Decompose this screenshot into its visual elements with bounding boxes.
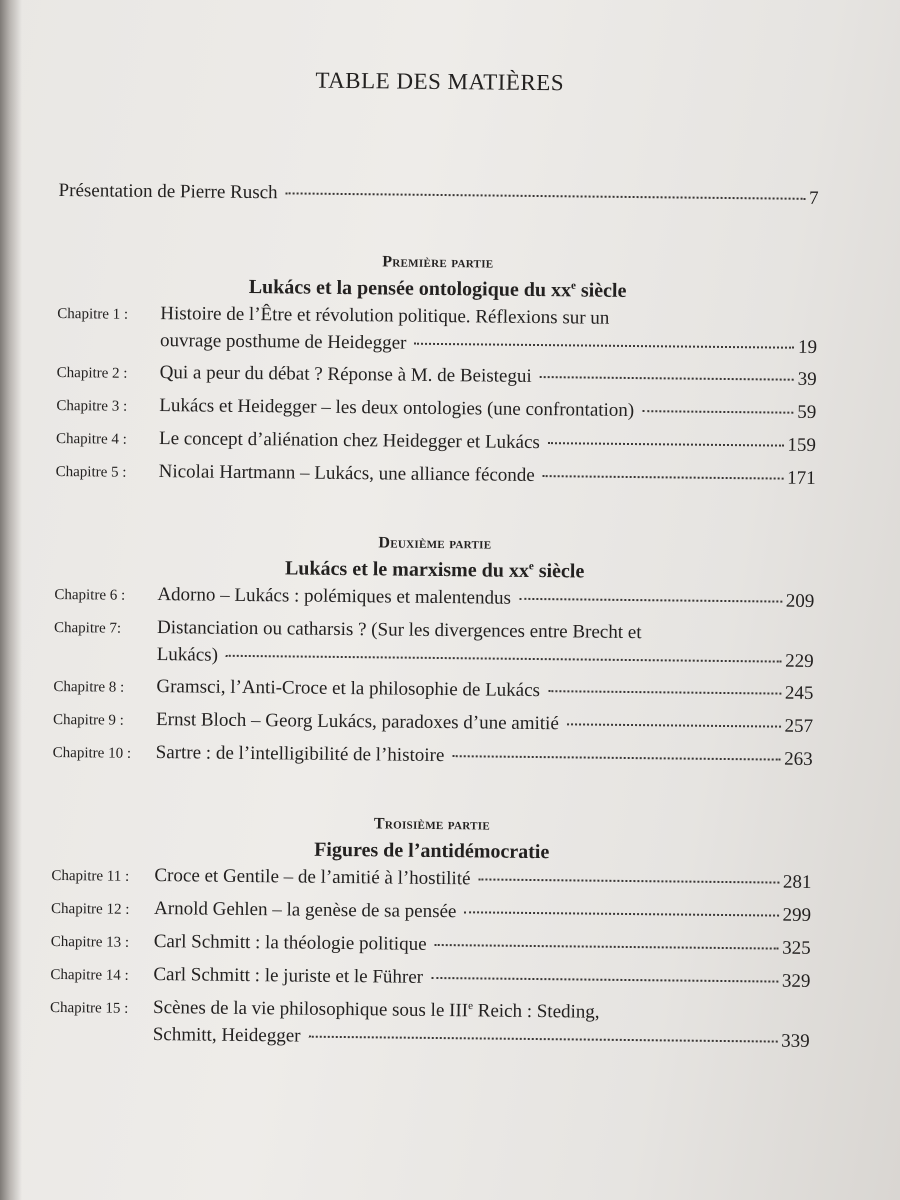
dot-leader bbox=[540, 376, 794, 381]
chapter-title: Gramsci, l’Anti-Croce et la philosophie de Lukács bbox=[156, 676, 541, 702]
chapter-page: 171 bbox=[787, 467, 816, 489]
toc-entry bbox=[51, 895, 811, 930]
chapter-label: Chapitre 15 : bbox=[49, 999, 129, 1017]
chapter-page: 329 bbox=[781, 970, 811, 992]
dot-leader bbox=[435, 944, 779, 950]
dot-leader bbox=[478, 878, 778, 883]
chapter-label: Chapitre 7: bbox=[53, 619, 122, 637]
chapter-label: Chapitre 6 : bbox=[54, 586, 126, 604]
toc-entry bbox=[57, 359, 817, 394]
toc-entry bbox=[50, 994, 811, 1055]
chapter-page: 281 bbox=[782, 871, 812, 893]
chapter-label: Chapitre 5 : bbox=[55, 463, 127, 481]
chapter-page: 245 bbox=[784, 682, 814, 704]
toc-entry bbox=[57, 300, 818, 361]
chapter-label: Chapitre 8 : bbox=[53, 678, 125, 696]
chapter-label: Chapitre 14 : bbox=[50, 966, 129, 984]
toc-entry bbox=[53, 706, 813, 741]
toc-entry bbox=[56, 392, 816, 427]
presentation-title: Présentation de Pierre Rusch bbox=[58, 179, 278, 204]
toc-line bbox=[57, 359, 817, 394]
chapter-title: Histoire de l’Être et révolution politique. Réflexions sur un bbox=[160, 303, 610, 329]
chapter-page: 209 bbox=[785, 590, 815, 612]
dot-leader bbox=[286, 192, 806, 199]
dot-leader bbox=[543, 475, 783, 480]
part-title: Figures de l’antidémocratie bbox=[314, 838, 550, 864]
dot-leader bbox=[548, 442, 784, 446]
part-label: Deuxième partie bbox=[378, 534, 492, 553]
chapter-page: 299 bbox=[782, 904, 812, 926]
dot-leader bbox=[519, 598, 782, 603]
chapter-title: Le concept d’aliénation chez Heidegger et Lukács bbox=[158, 428, 540, 454]
toc-line bbox=[56, 392, 816, 427]
table-of-contents bbox=[50, 58, 820, 1061]
part-label: Première partie bbox=[382, 253, 494, 272]
dot-leader bbox=[309, 1036, 778, 1043]
chapter-label: Chapitre 10 : bbox=[52, 744, 132, 762]
toc-entry bbox=[51, 928, 811, 963]
dot-leader bbox=[452, 755, 780, 760]
chapter-title: Carl Schmitt : le juriste et le Führer bbox=[153, 964, 424, 988]
toc-line bbox=[53, 706, 813, 741]
part-title: Lukács et le marxisme du $xx^e$ siècle bbox=[284, 557, 585, 583]
toc-line bbox=[56, 458, 816, 493]
chapter-page: 325 bbox=[782, 937, 811, 959]
chapter-title: Lukács et Heidegger – les deux ontologies (une confrontation) bbox=[159, 395, 635, 422]
chapter-title: Ernst Bloch – Georg Lukács, paradoxes d’une amitié bbox=[155, 709, 559, 735]
toc-entry bbox=[56, 425, 816, 460]
dot-leader bbox=[226, 655, 781, 663]
dot-leader bbox=[642, 410, 793, 414]
toc-line bbox=[51, 928, 811, 963]
chapter-title: Croce et Gentile – de l’amitié à l’hostilité bbox=[154, 865, 471, 890]
chapter-title: Schmitt, Heidegger bbox=[152, 1024, 301, 1047]
chapter-page: 257 bbox=[784, 715, 814, 737]
chapter-label: Chapitre 3 : bbox=[56, 397, 128, 415]
dot-leader bbox=[414, 343, 794, 349]
dot-leader bbox=[548, 690, 781, 694]
chapter-title: Qui a peur du débat ? Réponse à M. de Beistegui bbox=[159, 362, 532, 387]
toc-line bbox=[53, 739, 813, 774]
dot-leader bbox=[464, 911, 778, 916]
chapter-label: Chapitre 2 : bbox=[56, 364, 128, 382]
toc-line bbox=[50, 961, 810, 996]
chapter-page: 229 bbox=[785, 650, 814, 672]
toc-entry bbox=[53, 739, 813, 774]
chapter-label: Chapitre 12 : bbox=[51, 900, 130, 918]
part-title: Lukács et la pensée ontologique du $xx^e$ siècle bbox=[248, 275, 627, 302]
toc-title: TABLE DES MATIÈRES bbox=[315, 67, 565, 96]
toc-line bbox=[51, 895, 811, 930]
chapter-page: 339 bbox=[781, 1030, 810, 1052]
chapter-page: 159 bbox=[787, 434, 817, 456]
chapter-title: Scènes de la vie philosophique sous le IIIe Reich : Steding, bbox=[152, 997, 600, 1023]
chapter-title: Carl Schmitt : la théologie politique bbox=[153, 931, 427, 955]
chapter-label: Chapitre 9 : bbox=[52, 711, 124, 729]
dot-leader bbox=[567, 723, 781, 727]
chapter-title: Sartre : de l’intelligibilité de l’histoire bbox=[155, 742, 445, 767]
chapter-page: 59 bbox=[797, 401, 817, 423]
chapter-title: ouvrage posthume de Heidegger bbox=[159, 330, 407, 354]
chapter-title: Nicolai Hartmann – Lukács, une alliance féconde bbox=[158, 461, 535, 486]
toc-entry bbox=[53, 673, 813, 708]
toc-entry bbox=[54, 614, 815, 675]
chapter-page: 19 bbox=[797, 336, 818, 358]
chapter-page: 39 bbox=[797, 368, 817, 390]
chapter-label: Chapitre 1 : bbox=[57, 305, 129, 323]
presentation-page: 7 bbox=[808, 187, 819, 209]
toc-line bbox=[56, 425, 816, 460]
toc-entry bbox=[56, 458, 816, 493]
parts-container bbox=[50, 210, 819, 1055]
chapter-label: Chapitre 11 : bbox=[51, 867, 130, 885]
toc-entry bbox=[50, 961, 810, 996]
toc-line bbox=[53, 673, 813, 708]
chapter-label: Chapitre 4 : bbox=[55, 430, 127, 448]
dot-leader bbox=[431, 977, 778, 983]
chapter-title: Arnold Gehlen – la genèse de sa pensée bbox=[153, 898, 457, 923]
part-label: Troisième partie bbox=[373, 815, 491, 834]
chapter-page: 263 bbox=[784, 748, 813, 770]
chapter-title: Distanciation ou catharsis ? (Sur les divergences entre Brecht et bbox=[156, 617, 642, 644]
chapter-title: Lukács) bbox=[156, 644, 219, 666]
chapter-label: Chapitre 13 : bbox=[50, 933, 130, 951]
chapter-title: Adorno – Lukács : polémiques et malentendus bbox=[157, 584, 512, 609]
